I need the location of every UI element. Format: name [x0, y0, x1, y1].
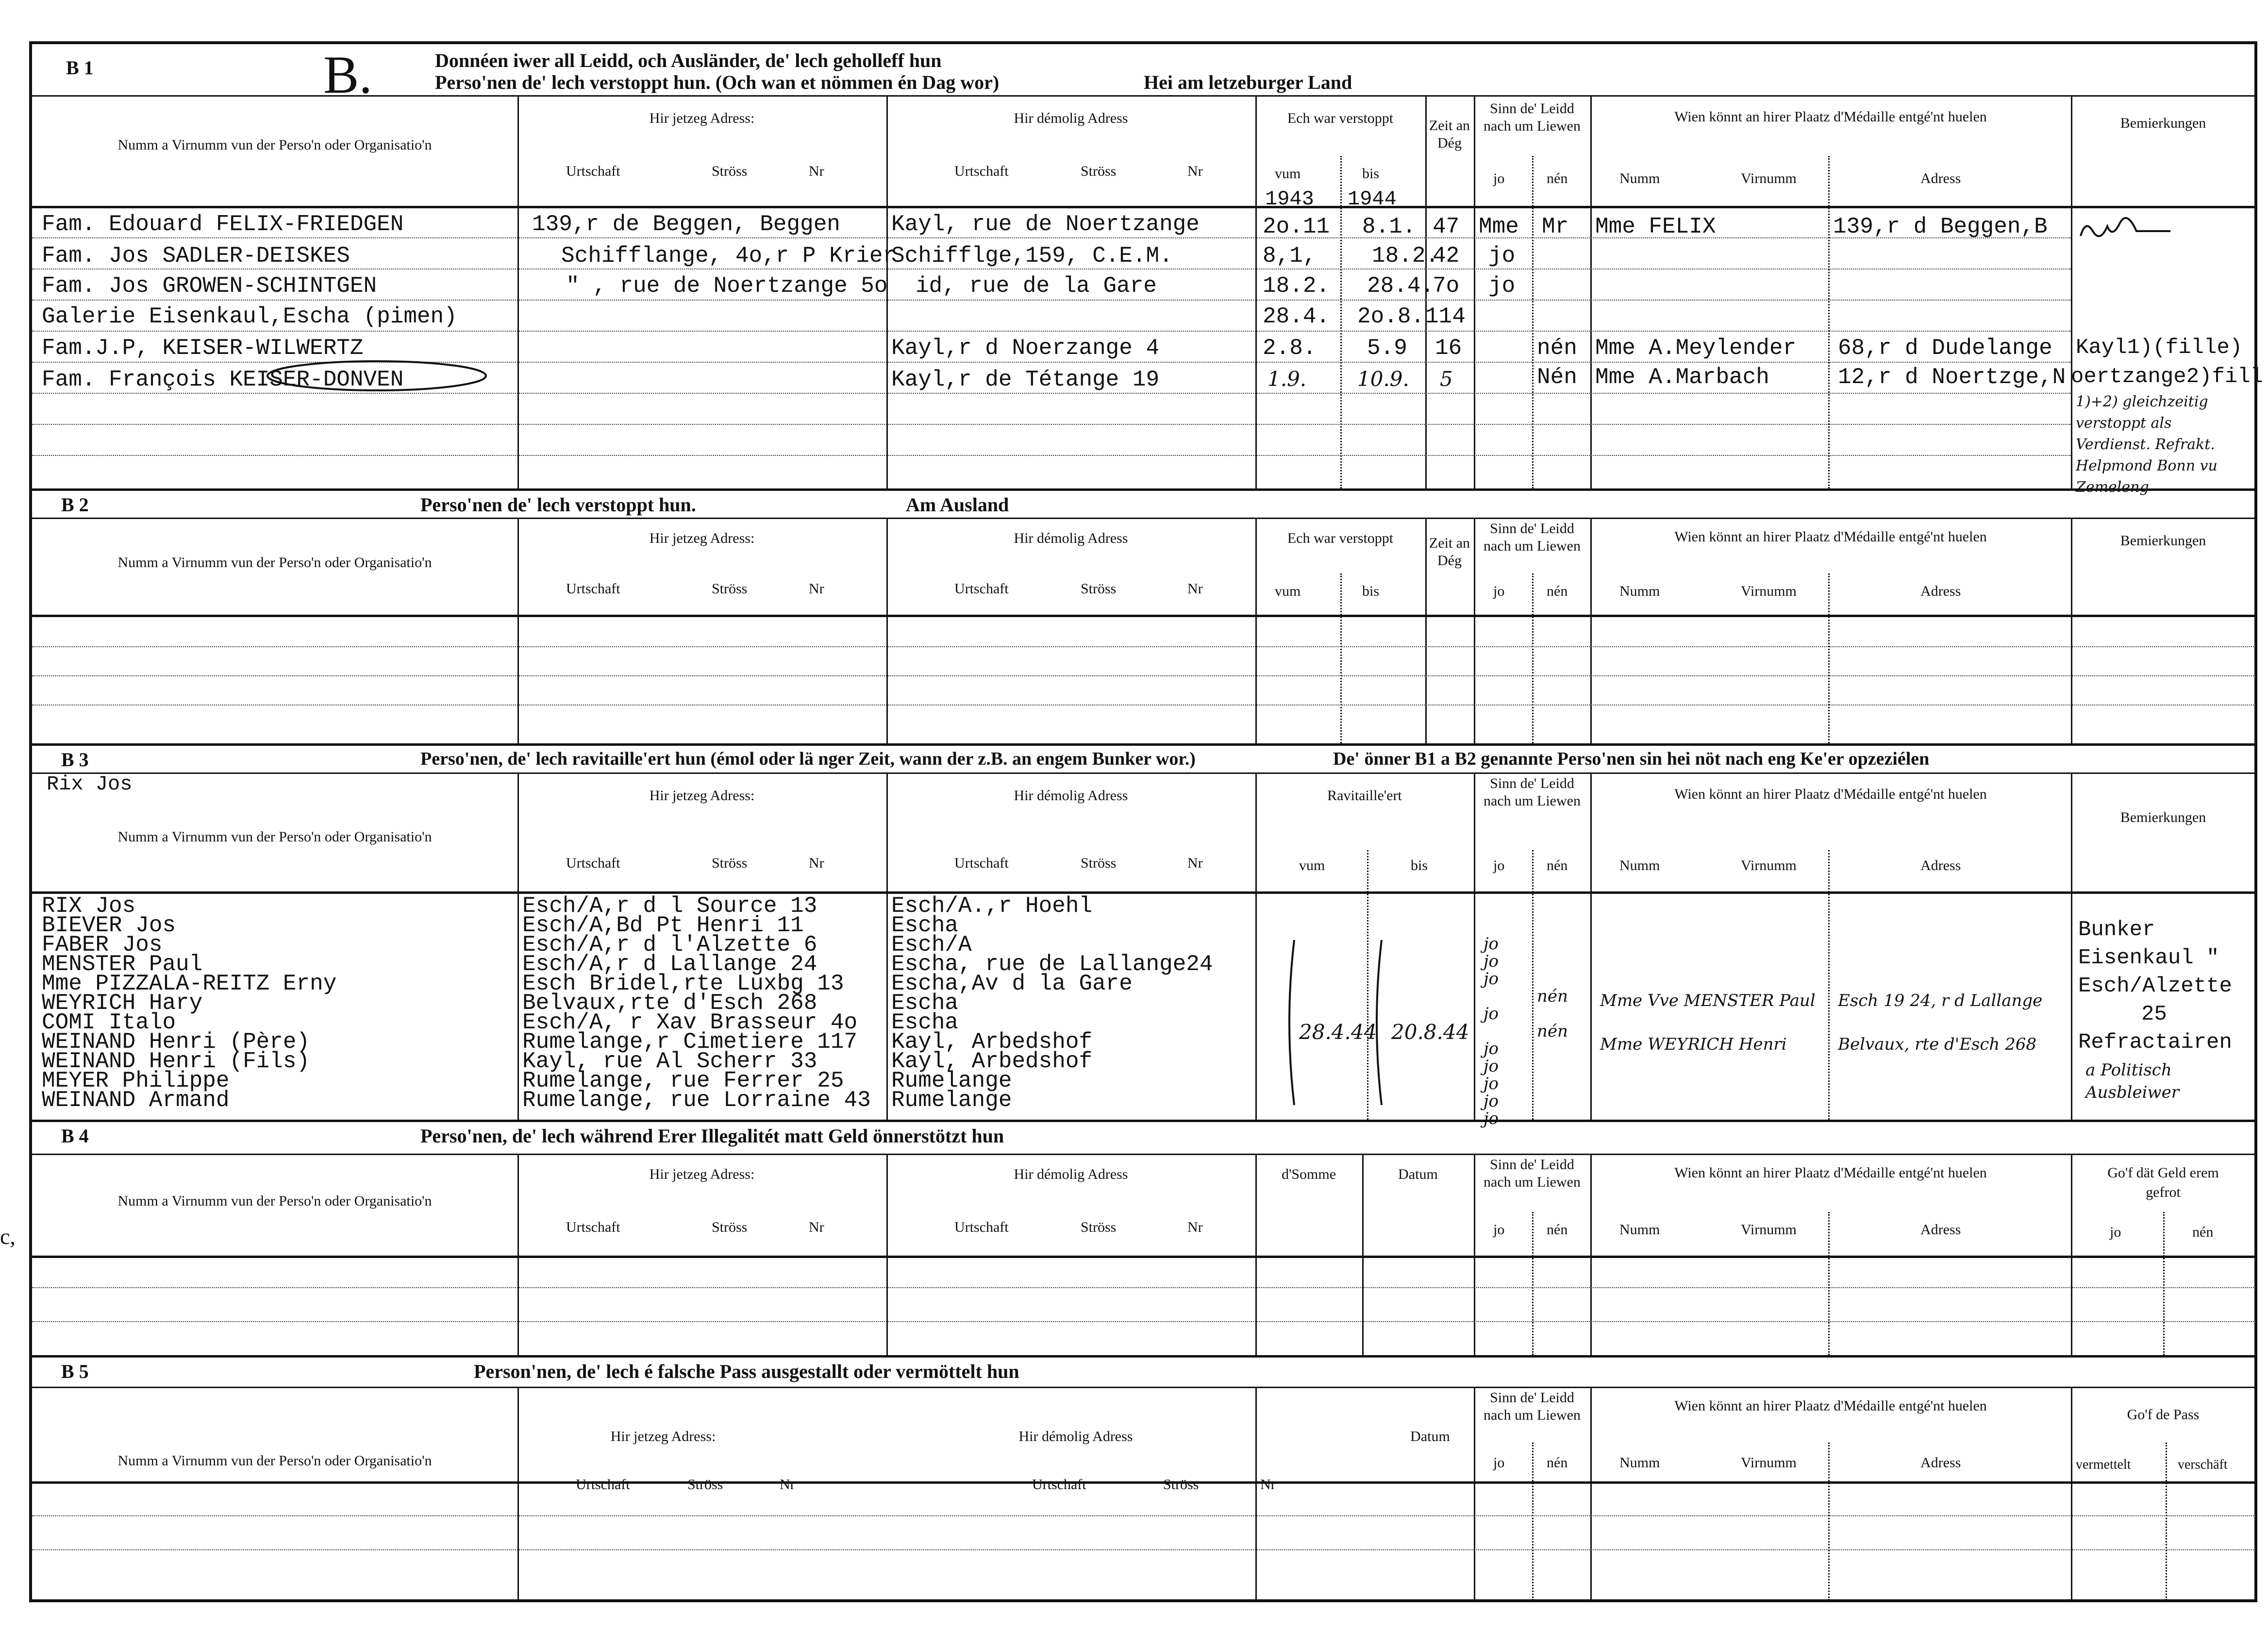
header-remarks: Bemierkungen: [2120, 533, 2206, 549]
header-no: nén: [1547, 1222, 1568, 1238]
list-item: MENSTER Paul: [42, 952, 203, 977]
header-alive: Sinn de' Leidd nach um Liewen: [1484, 1157, 1581, 1190]
header-former-address: Hir démolig Adress: [1014, 1166, 1128, 1182]
list-item: Escha, rue de Lallange24: [891, 952, 1213, 977]
cell-from: 18.2.: [1263, 273, 1330, 299]
list-item: jo: [1484, 952, 1499, 971]
list-item: Rumelange: [891, 1068, 1012, 1093]
list-item: Esch/A,r d l Source 13: [522, 893, 817, 919]
b3-names: [42, 893, 337, 1113]
list-item: COMI Italo: [42, 1010, 176, 1035]
header-mediated: vermettelt: [2076, 1457, 2131, 1472]
header-firstname: Virnumm: [1741, 583, 1797, 599]
header-locality: Urtschaft: [566, 1219, 620, 1235]
header-number: Nr: [809, 855, 824, 871]
cell-medal: Mme A.Meylender: [1595, 335, 1797, 361]
cell-medal: Mme FELIX: [1595, 214, 1716, 239]
header-time-days: Zeit an Dég: [1429, 535, 1470, 569]
header-name: Numm a Virnumm vun der Perso'n oder Organisatio'n: [117, 829, 432, 845]
header-remarks: Bemierkungen: [2120, 115, 2206, 131]
list-item: Kayl, rue Al Scherr 33: [522, 1049, 817, 1074]
header-locality: Urtschaft: [576, 1476, 630, 1493]
header-hidden: Ech war verstoppt: [1287, 530, 1394, 546]
cell-no: Mr: [1542, 214, 1569, 239]
list-item: nén: [1537, 1022, 1568, 1041]
list-item: Escha: [891, 913, 959, 938]
cell-medal-address: 12,r d Noertzge,N: [1838, 365, 2066, 390]
header-number: Nr: [780, 1476, 795, 1493]
cell-name: Fam. Jos SADLER-DEISKES: [42, 243, 350, 268]
b3-medal-address: Belvaux, rte d'Esch 268: [1838, 1035, 2037, 1054]
ink-circle: [265, 359, 488, 393]
year-to: 1944: [1348, 187, 1397, 211]
header-street: Ströss: [712, 1219, 748, 1235]
cell-from: 8,1,: [1263, 243, 1317, 268]
cell-from: 2o.11: [1263, 214, 1330, 239]
section-code: B 2: [61, 494, 89, 516]
section-code: B 4: [61, 1125, 89, 1147]
header-to: bis: [1411, 857, 1428, 873]
header-yes: jo: [1493, 857, 1505, 873]
header-street: Ströss: [712, 855, 748, 871]
section-code: B 1: [66, 57, 94, 79]
header-current-address: Hir jetzeg Adress:: [649, 110, 755, 126]
header-firstname: Virnumm: [1741, 170, 1797, 186]
supplied-to: 20.8.44: [1391, 1020, 1469, 1044]
cell-to: 2o.8.: [1357, 304, 1425, 329]
list-item: Esch/A,r d Lallange 24: [522, 952, 817, 977]
signature-scribble: [2078, 217, 2175, 241]
list-item: Rumelange, rue Ferrer 25: [522, 1068, 844, 1093]
cell-remark: oertzange2)fill: [2071, 365, 2264, 389]
header-current-address: Hir jetzeg Adress:: [610, 1428, 716, 1444]
header-address: Adress: [1920, 583, 1961, 599]
cell-days: 7o: [1433, 273, 1460, 299]
list-item: a Politisch: [2085, 1060, 2172, 1080]
cell-days: 114: [1425, 304, 1466, 329]
section-title: Person'nen, de' lech é falsche Pass ausgestallt oder vermöttelt hun: [474, 1360, 1019, 1382]
header-medal: Wien könnt an hirer Plaatz d'Médaille entgé'nt huelen: [1674, 1165, 1987, 1181]
header-procured: verschäft: [2178, 1457, 2228, 1472]
header-current-address: Hir jetzeg Adress:: [649, 530, 755, 546]
header-pass: Go'f de Pass: [2127, 1407, 2200, 1423]
cell-yes: Mme: [1479, 214, 1519, 239]
cell-medal-address: 139,r d Beggen,B: [1833, 214, 2048, 239]
cell-former: id, rue de la Gare: [916, 273, 1157, 299]
b3-current-addresses: [522, 893, 871, 1113]
list-item: jo: [1484, 1039, 1499, 1058]
header-name: Numm a Virnumm vun der Perso'n oder Organisatio'n: [117, 137, 432, 153]
cell-medal-address: 68,r d Dudelange: [1838, 335, 2052, 361]
list-item: Bunker: [2078, 918, 2155, 942]
list-item: Esch/A,Bd Pt Henri 11: [522, 913, 804, 938]
header-address: Adress: [1920, 170, 1961, 186]
header-remarks: Bemierkungen: [2120, 809, 2206, 825]
list-item: Rumelange, rue Lorraine 43: [522, 1088, 871, 1113]
header-alive: Sinn de' Leidd nach um Liewen: [1484, 101, 1581, 134]
header-locality: Urtschaft: [566, 163, 620, 179]
section-title: Perso'nen de' lech verstoppt hun.: [420, 494, 696, 516]
header-former-address: Hir démolig Adress: [1014, 530, 1128, 546]
header-from: vum: [1275, 583, 1301, 599]
cell-no: nén: [1537, 335, 1577, 361]
list-item: RIX Jos: [42, 893, 136, 919]
cell-current: 139,r de Beggen, Beggen: [532, 212, 840, 237]
list-item: Esch/A, r Xav Brasseur 4o: [522, 1010, 858, 1035]
list-item: WEINAND Henri (Père): [42, 1029, 310, 1055]
header-yes: jo: [1493, 583, 1505, 599]
cell-to: 8.1.: [1362, 214, 1416, 239]
header-alive: Sinn de' Leidd nach um Liewen: [1484, 1390, 1581, 1423]
list-item: Mme PIZZALA-REITZ Erny: [42, 971, 337, 996]
list-item: Rumelange,r Cimetiere 117: [522, 1029, 858, 1055]
list-item: jo: [1484, 934, 1499, 954]
list-item: Escha,Av d la Gare: [891, 971, 1133, 996]
header-street: Ströss: [1081, 163, 1117, 179]
cell-name: Fam.J.P, KEISER-WILWERTZ: [42, 335, 364, 361]
section-code: B 3: [61, 749, 89, 771]
list-item: jo: [1484, 1091, 1499, 1111]
list-item: 25: [2141, 1002, 2167, 1026]
cell-medal: Mme A.Marbach: [1595, 365, 1769, 390]
header-date: Datum: [1398, 1166, 1438, 1182]
header-firstname: Virnumm: [1741, 1455, 1797, 1471]
header-address: Adress: [1920, 857, 1961, 873]
header-alive: Sinn de' Leidd nach um Liewen: [1484, 775, 1581, 809]
header-street: Ströss: [687, 1476, 723, 1493]
section-title-right: De' önner B1 a B2 genannte Perso'nen sin hei nöt nach eng Ke'er opzeziélen: [1333, 749, 1930, 769]
header-street: Ströss: [1081, 581, 1117, 597]
typed-overlay: Rix Jos: [47, 772, 133, 796]
list-item: Kayl, Arbedshof: [891, 1029, 1093, 1055]
cell-to: 5.9: [1367, 335, 1407, 361]
header-current-address: Hir jetzeg Adress:: [649, 1166, 755, 1182]
list-item: Belvaux,rte d'Esch 268: [522, 990, 817, 1016]
cell-former: Kayl,r de Tétange 19: [891, 367, 1160, 392]
header-yes: jo: [1493, 170, 1505, 186]
list-item: MEYER Philippe: [42, 1068, 230, 1093]
header-surname: Numm: [1619, 1455, 1660, 1471]
cell-former: Kayl,r d Noerzange 4: [891, 335, 1160, 361]
cell-days: 16: [1435, 335, 1462, 361]
header-locality: Urtschaft: [954, 1219, 1009, 1235]
list-item: Esch/Alzette: [2078, 974, 2232, 998]
header-locality: Urtschaft: [1032, 1476, 1086, 1493]
section-title-line1: Donnéen iwer all Leidd, och Ausländer, de' lech geholleff hun: [435, 50, 942, 71]
header-surname: Numm: [1619, 170, 1660, 186]
header-firstname: Virnumm: [1741, 1222, 1797, 1238]
header-locality: Urtschaft: [954, 163, 1009, 179]
header-street: Ströss: [1163, 1476, 1199, 1493]
b3-medal-address: Esch 19 24, r d Lallange: [1838, 991, 2043, 1010]
header-current-address: Hir jetzeg Adress:: [649, 788, 755, 804]
header-name: Numm a Virnumm vun der Perso'n oder Organisatio'n: [117, 554, 432, 570]
header-locality: Urtschaft: [566, 855, 620, 871]
header-former-address: Hir démolig Adress: [1014, 788, 1128, 804]
list-item: nén: [1537, 987, 1568, 1006]
header-number: Nr: [809, 1219, 824, 1235]
form-sheet: [29, 41, 2264, 1602]
header-number: Nr: [1187, 1219, 1203, 1235]
header-street: Ströss: [1081, 855, 1117, 871]
header-medal: Wien könnt an hirer Plaatz d'Médaille entgé'nt huelen: [1674, 529, 1987, 545]
list-item: Escha: [891, 1010, 959, 1035]
list-item: Escha: [891, 990, 959, 1016]
section-title-line2: Perso'nen de' lech verstoppt hun. (Och wan et nömmen én Dag wor): [435, 71, 1000, 93]
cell-to: 10.9.: [1357, 367, 1409, 391]
cell-yes: jo: [1488, 243, 1516, 268]
cell-to: 28.4.: [1367, 273, 1434, 299]
section-letter: B.: [323, 45, 372, 104]
list-item: Ausbleiwer: [2085, 1083, 2180, 1102]
list-item: Esch/A.,r Hoehl: [891, 893, 1093, 919]
remark-note: 1)+2) gleichzeitig verstoppt als Verdienst. Refrakt. Helpmond Bonn vu Zemeleng: [2076, 393, 2218, 496]
header-date: Datum: [1410, 1428, 1450, 1444]
header-address: Adress: [1920, 1455, 1961, 1471]
header-medal: Wien könnt an hirer Plaatz d'Médaille entgé'nt huelen: [1674, 786, 1987, 802]
list-item: Kayl, Arbedshof: [891, 1049, 1093, 1074]
header-surname: Numm: [1619, 1222, 1660, 1238]
header-hidden: Ech war verstoppt: [1287, 110, 1394, 126]
list-item: WEYRICH Hary: [42, 990, 203, 1016]
header-number: Nr: [1187, 163, 1203, 179]
cell-days: 42: [1433, 243, 1460, 268]
header-number: Nr: [1260, 1476, 1276, 1493]
header-yes: jo: [2110, 1224, 2121, 1240]
header-surname: Numm: [1619, 857, 1660, 873]
header-time-days: Zeit an Dég: [1429, 117, 1470, 151]
list-item: jo: [1484, 1074, 1499, 1093]
list-item: jo: [1484, 969, 1499, 989]
cell-former: Schifflge,159, C.E.M.: [891, 243, 1173, 268]
cell-days: 47: [1433, 214, 1460, 239]
b3-remarks-hand: [2085, 1059, 2179, 1104]
section-code: B 5: [61, 1360, 89, 1382]
header-no: nén: [1547, 170, 1568, 186]
header-number: Nr: [1187, 855, 1203, 871]
header-name: Numm a Virnumm vun der Perso'n oder Organisatio'n: [117, 1193, 432, 1209]
header-medal: Wien könnt an hirer Plaatz d'Médaille entgé'nt huelen: [1674, 1398, 1987, 1414]
list-item: Eisenkaul ": [2078, 946, 2219, 970]
header-number: Nr: [1187, 581, 1203, 597]
header-former-address: Hir démolig Adress: [1018, 1428, 1133, 1444]
header-surname: Numm: [1619, 583, 1660, 599]
list-item: BIEVER Jos: [42, 913, 176, 938]
header-no: nén: [2192, 1224, 2214, 1240]
cell-yes: jo: [1488, 273, 1516, 299]
margin-mark: c,: [0, 1224, 16, 1249]
header-street: Ströss: [712, 163, 748, 179]
header-to: bis: [1362, 583, 1380, 599]
header-yes: jo: [1493, 1455, 1505, 1471]
list-item: Refractairen: [2078, 1030, 2232, 1055]
list-item: Esch/A,r d l'Alzette 6: [522, 932, 817, 957]
list-item: Esch Bridel,rte Luxbg 13: [522, 971, 844, 996]
header-locality: Urtschaft: [954, 855, 1009, 871]
header-no: nén: [1547, 583, 1568, 599]
b3-medal: Mme WEYRICH Henri: [1600, 1035, 1787, 1054]
header-sum: d'Somme: [1281, 1166, 1336, 1182]
list-item: FABER Jos: [42, 932, 163, 957]
header-street: Ströss: [1081, 1219, 1117, 1235]
cell-from: 1.9.: [1267, 367, 1307, 391]
list-item: jo: [1484, 1109, 1499, 1128]
year-from: 1943: [1265, 187, 1314, 211]
header-locality: Urtschaft: [566, 581, 620, 597]
header-gave-money: Go'f dät Geld erem gefrot: [2107, 1165, 2219, 1200]
cell-former: Kayl, rue de Noertzange: [891, 212, 1200, 237]
cell-current: Schifflange, 4o,r P Krier: [561, 243, 897, 268]
list-item: jo: [1484, 1004, 1499, 1023]
list-item: jo: [1484, 1057, 1499, 1076]
header-name: Numm a Virnumm vun der Perso'n oder Organisatio'n: [117, 1453, 432, 1469]
cell-from: 28.4.: [1263, 304, 1330, 329]
section-title: Perso'nen, de' lech ravitaille'ert hun (émol oder lä nger Zeit, wann der z.B. an engem Bunker wor.): [420, 749, 1196, 769]
cell-name: Galerie Eisenkaul,Escha (pimen): [42, 304, 457, 329]
cell-to: 18.2.: [1372, 243, 1439, 268]
b3-alive-col: [1484, 935, 1568, 1127]
header-yes: jo: [1493, 1222, 1505, 1238]
b3-former-addresses: [891, 893, 1213, 1113]
header-number: Nr: [809, 163, 824, 179]
section-title: Perso'nen, de' lech während Erer Illegalitét matt Geld önnerstötzt hun: [420, 1125, 1004, 1147]
section-title-right: Am Ausland: [906, 494, 1009, 516]
header-from: vum: [1299, 857, 1325, 873]
b3-medal: Mme Vve MENSTER Paul: [1600, 991, 1816, 1010]
header-address: Adress: [1920, 1222, 1961, 1238]
header-former-address: Hir démolig Adress: [1014, 110, 1128, 126]
list-item: Esch/A: [891, 932, 972, 957]
header-supplied: Ravitaille'ert: [1327, 788, 1402, 804]
header-to: bis: [1362, 166, 1380, 182]
header-from: vum: [1275, 166, 1301, 182]
cell-current: " , rue de Noertzange 5o: [566, 273, 888, 299]
cell-name: Fam. Edouard FELIX-FRIEDGEN: [42, 212, 404, 237]
supplied-from: 28.4.44: [1299, 1020, 1377, 1044]
list-item: WEINAND Armand: [42, 1088, 230, 1113]
b3-remarks: [2078, 916, 2232, 1057]
cell-name: Fam. Jos GROWEN-SCHINTGEN: [42, 273, 377, 299]
header-no: nén: [1547, 1455, 1568, 1471]
header-medal: Wien könnt an hirer Plaatz d'Médaille entgé'nt huelen: [1674, 109, 1987, 125]
cell-remark: Kayl1)(fille): [2076, 335, 2243, 360]
header-firstname: Virnumm: [1741, 857, 1797, 873]
cell-name: Fam. François KEISER-DONVEN: [42, 367, 404, 392]
section-title-right: Hei am letzeburger Land: [1144, 71, 1352, 93]
cell-no: Nén: [1537, 365, 1577, 390]
header-alive: Sinn de' Leidd nach um Liewen: [1484, 520, 1581, 554]
header-number: Nr: [809, 581, 824, 597]
list-item: Rumelange: [891, 1088, 1012, 1113]
header-locality: Urtschaft: [954, 581, 1009, 597]
cell-days: 5: [1440, 367, 1453, 391]
header-no: nén: [1547, 857, 1568, 873]
header-street: Ströss: [712, 581, 748, 597]
list-item: WEINAND Henri (Fils): [42, 1049, 310, 1074]
cell-from: 2.8.: [1263, 335, 1317, 361]
